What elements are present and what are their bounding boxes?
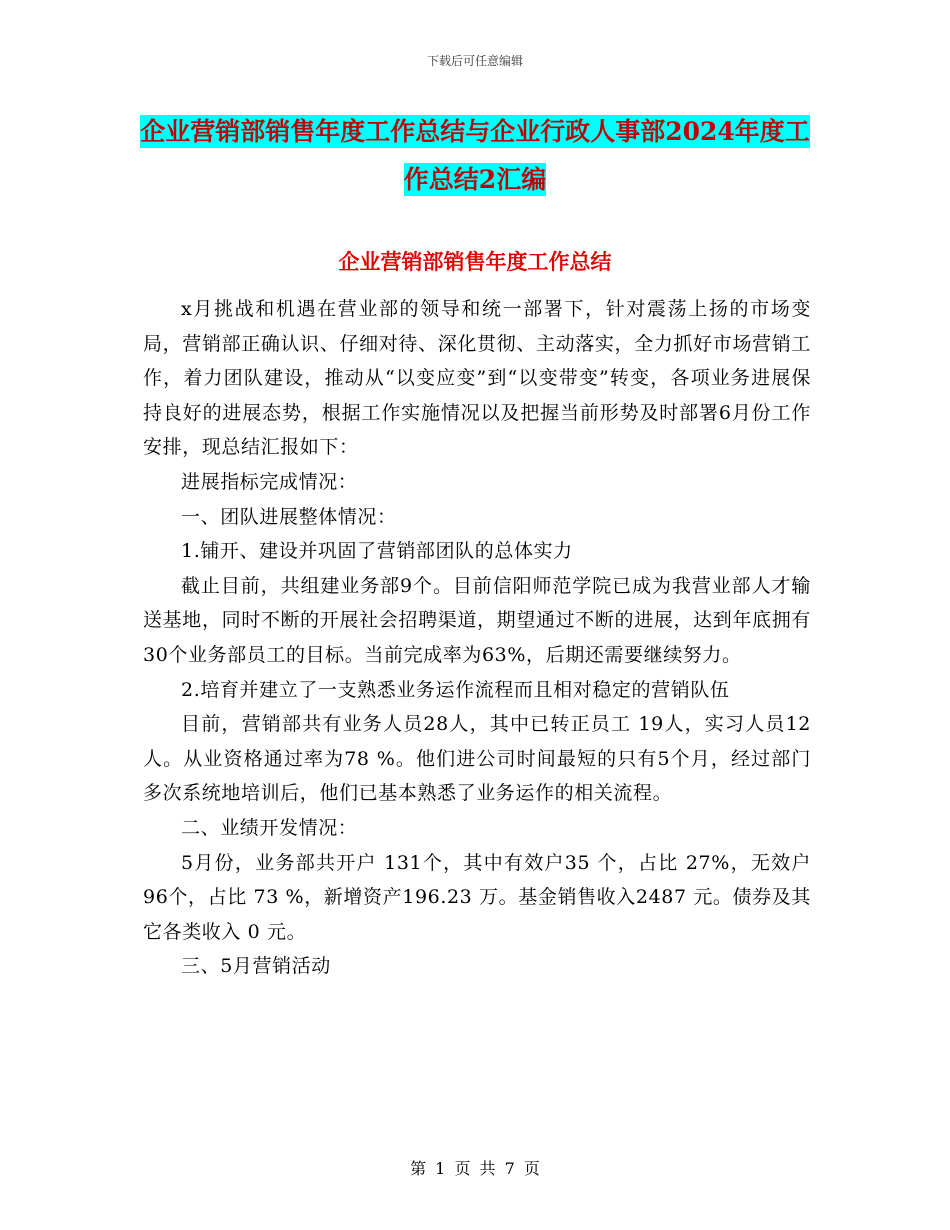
- header-note: 下载后可任意编辑: [426, 54, 523, 68]
- paragraph: 5月份，业务部共开户 131个，其中有效户35 个，占比 27%，无效户 96个，占比 73 %，新增资产196.23 万。基金销售收入2487 元。债券及其它各类收入 0 元。: [143, 851, 811, 943]
- document-title-text: 企业营销部销售年度工作总结与企业行政人事部2024年度工作总结2汇编: [140, 117, 810, 194]
- paragraph: x月挑战和机遇在营业部的领导和统一部署下，针对震荡上扬的市场变局，营销部正确认识、仔细对待、深化贯彻、主动落实，全力抓好市场营销工作，着力团队建设，推动从“以变应变”到“以变带变”转变，各项业务进展保持良好的进展态势，根据工作实施情况以及把握当前形势及时部署6月份工作安排，现总结汇报如下：: [143, 298, 811, 459]
- document-title: [140, 108, 810, 204]
- paragraph: 二、业绩开发情况：: [181, 816, 358, 839]
- paragraph: 目前，营销部共有业务人员28人，其中已转正员工 19人，实习人员12人。从业资格通过率为78 %。他们进公司时间最短的只有5个月，经过部门多次系统地培训后，他们已基本熟悉了业务运作的相关流程。: [143, 713, 811, 805]
- paragraph: 三、5月营销活动: [181, 955, 331, 978]
- paragraph: 截止目前，共组建业务部9个。目前信阳师范学院已成为我营业部人才输送基地，同时不断的开展社会招聘渠道，期望通过不断的进展，达到年底拥有30个业务部员工的目标。当前完成率为63%，后期还需要继续努力。: [143, 574, 811, 666]
- page-footer: 第 1 页 共 7 页: [410, 1159, 540, 1178]
- paragraph: 1.铺开、建设并巩固了营销部团队的总体实力: [181, 540, 573, 563]
- paragraph: 一、团队进展整体情况：: [181, 505, 397, 528]
- body-text: [143, 292, 811, 984]
- paragraph: 2.培育并建立了一支熟悉业务运作流程而且相对稳定的营销队伍: [181, 678, 730, 701]
- section-title: 企业营销部销售年度工作总结: [338, 249, 612, 274]
- paragraph: 进展指标完成情况：: [181, 470, 358, 493]
